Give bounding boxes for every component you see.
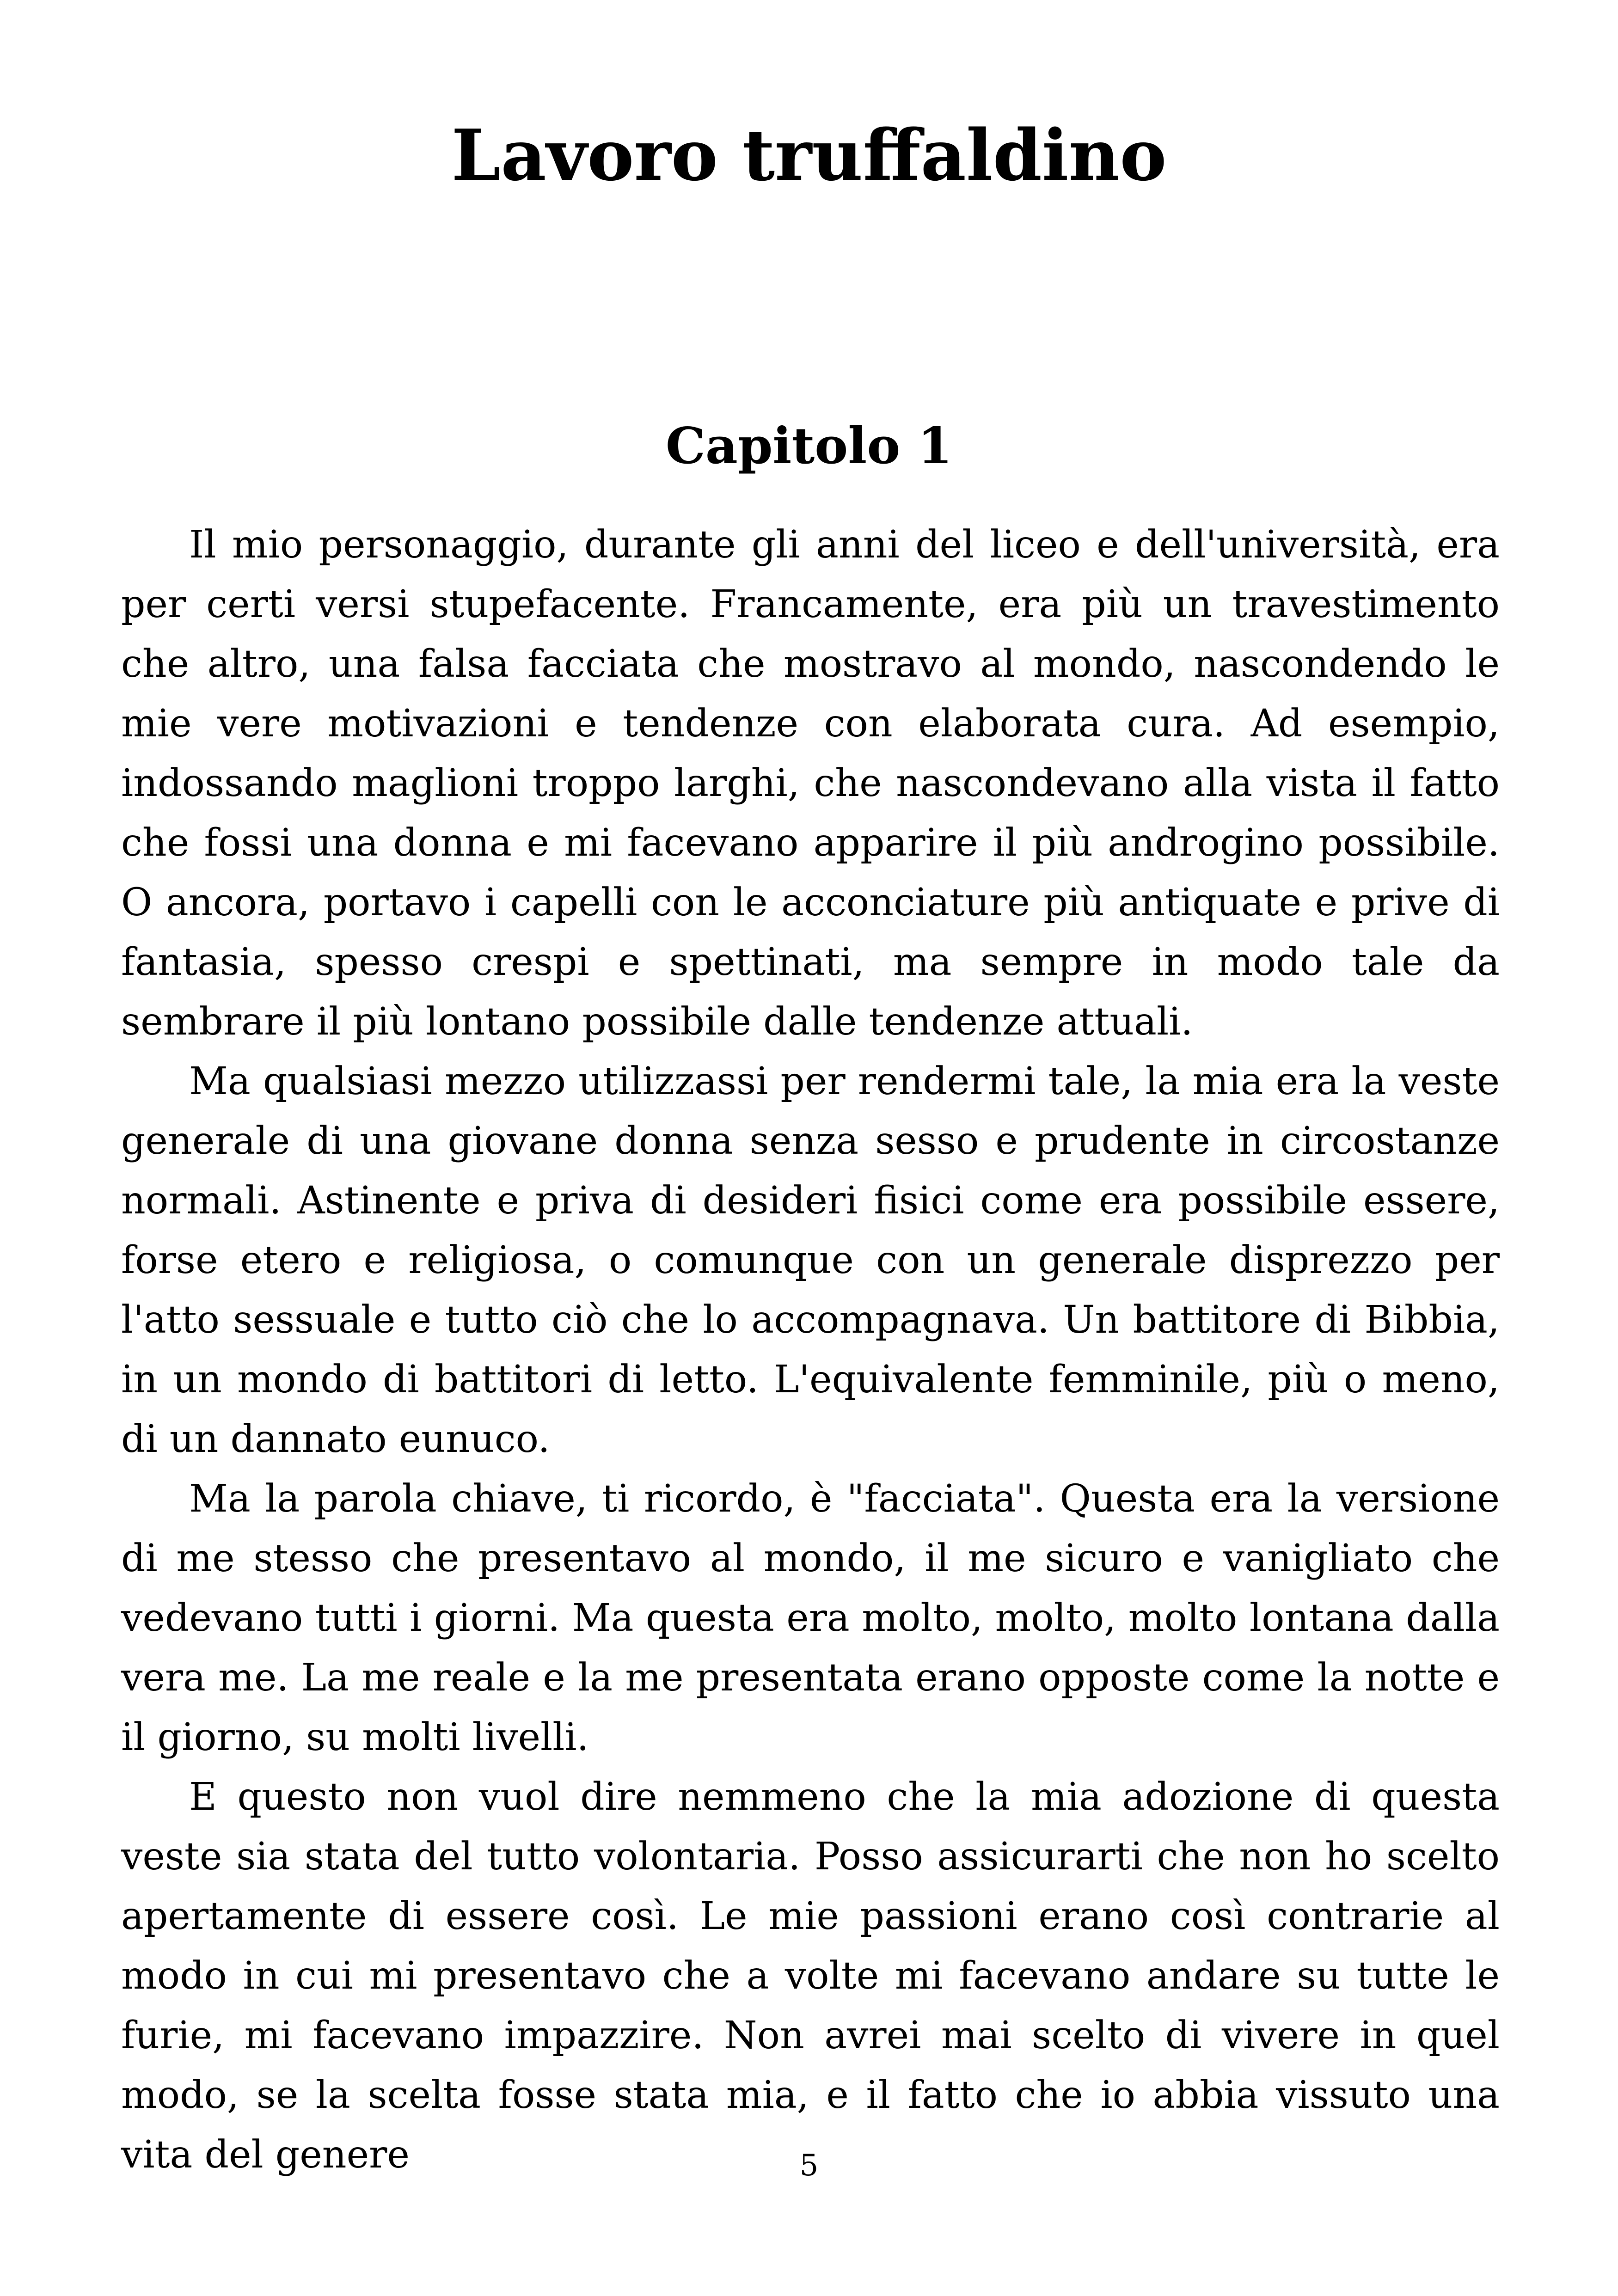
paragraph: Ma la parola chiave, ti ricordo, è "facciata". Questa era la versione di me stesso che presentavo al mondo, il me sicuro e vanigliato che vedevano tutti i giorni. Ma questa era molto, molto, molto lontana dalla vera me. La me reale e la me presentata erano opposte come la notte e il giorno, su molti livelli. [121,1477,1500,1759]
chapter-title: Capitolo 1 [665,417,953,475]
paragraph: E questo non vuol dire nemmeno che la mia adozione di questa veste sia stata del tutto volontaria. Posso assicurarti che non ho scelto apertamente di essere così. Le mie passioni erano così contrarie al modo in cui mi presentavo che a volte mi facevano andare su tutte le furie, mi facevano impazzire. Non avrei mai scelto di vivere in quel modo, se la scelta fosse stata mia, e il fatto che io abbia vissuto una vita del genere [121,1775,1500,2177]
book-title: Lavoro truffaldino [451,114,1167,196]
body-text [121,515,1500,2185]
paragraph: Ma qualsiasi mezzo utilizzassi per rendermi tale, la mia era la veste generale di una giovane donna senza sesso e prudente in circostanze normali. Astinente e priva di desideri fisici come era possibile essere, forse etero e religiosa, o comunque con un generale disprezzo per l'atto sessuale e tutto ciò che lo accompagnava. Un battitore di Bibbia, in un mondo di battitori di letto. L'equivalente femminile, più o meno, di un dannato eunuco. [121,1059,1500,1461]
paragraph: Il mio personaggio, durante gli anni del liceo e dell'università, era per certi versi stupefacente. Francamente, era più un travestimento che altro, una falsa facciata che mostravo al mondo, nascondendo le mie vere motivazioni e tendenze con elaborata cura. Ad esempio, indossando maglioni troppo larghi, che nascondevano alla vista il fatto che fossi una donna e mi facevano apparire il più androgino possibile. O ancora, portavo i capelli con le acconciature più antiquate e prive di fantasia, spesso crespi e spettinati, ma sempre in modo tale da sembrare il più lontano possibile dalle tendenze attuali. [121,523,1500,1044]
page-number: 5 [799,2149,819,2183]
